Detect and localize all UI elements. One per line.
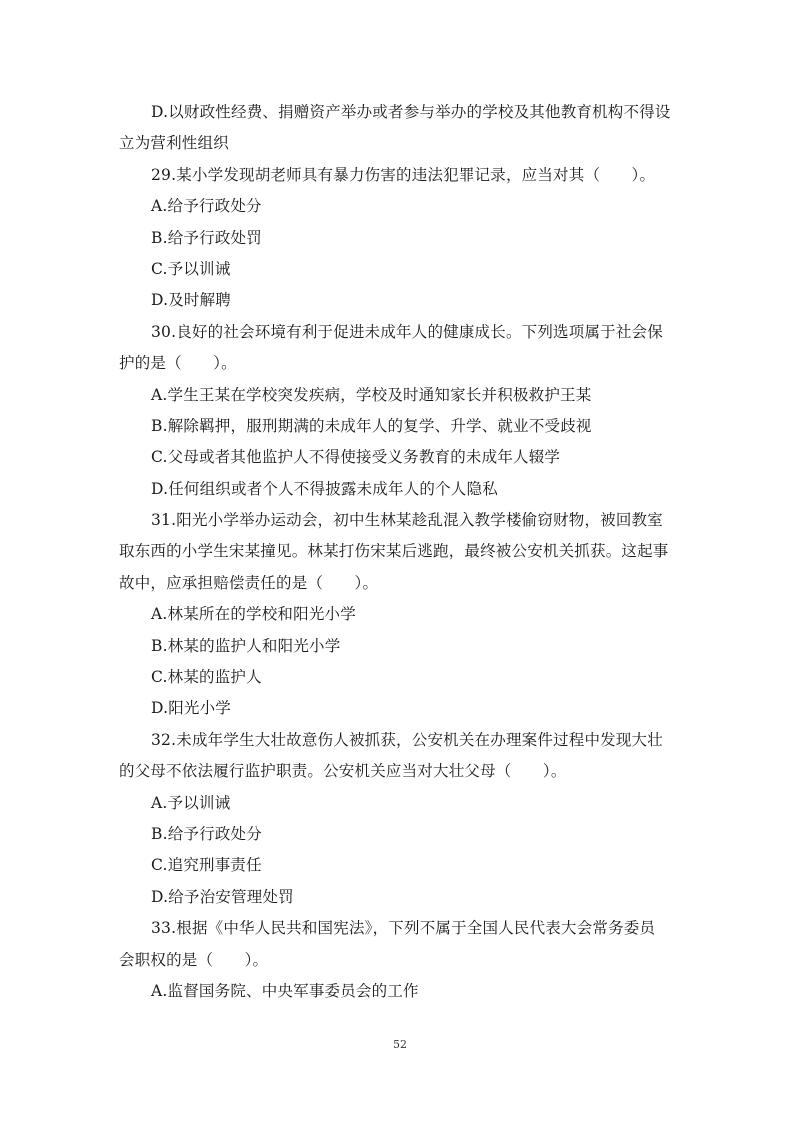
question-31-continuation: 故中，应承担赔偿责任的是（ ）。 (119, 573, 379, 592)
option-line: C.父母或者其他监护人不得使接受义务教育的未成年人辍学 (151, 448, 561, 467)
option-line-continuation: 立为营利性组织 (119, 134, 229, 153)
page-number: 52 (393, 1038, 407, 1051)
question-31: 31.阳光小学举办运动会，初中生林某趁乱混入教学楼偷窃财物，被回教室 (151, 511, 663, 530)
option-line: B.解除羁押，服刑期满的未成年人的复学、升学、就业不受歧视 (151, 416, 592, 435)
option-line: B.给予行政处罚 (151, 228, 262, 247)
page-content (119, 97, 685, 1007)
option-line: D.及时解聘 (151, 291, 232, 310)
question-31-continuation: 取东西的小学生宋某撞见。林某打伤宋某后逃跑，最终被公安机关抓获。这起事 (119, 542, 669, 561)
option-line: D.以财政性经费、捐赠资产举办或者参与举办的学校及其他教育机构不得设 (151, 103, 671, 121)
option-line: D.任何组织或者个人不得披露未成年人的个人隐私 (151, 479, 498, 498)
option-line: B.给予行政处分 (151, 824, 262, 843)
question-29: 29.某小学发现胡老师具有暴力伤害的违法犯罪记录，应当对其（ ）。 (151, 165, 656, 184)
option-line: A.监督国务院、中央军事委员会的工作 (151, 981, 419, 1000)
option-line: A.学生王某在学校突发疾病，学校及时通知家长并积极救护王某 (151, 385, 592, 404)
question-32-continuation: 的父母不依法履行监护职责。公安机关应当对大壮父母（ ）。 (119, 762, 567, 781)
option-line: C.追究刑事责任 (151, 856, 262, 875)
option-line: D.阳光小学 (151, 699, 232, 718)
option-line: A.给予行政处分 (151, 197, 262, 216)
option-line: A.林某所在的学校和阳光小学 (151, 605, 356, 624)
question-33: 33.根据《中华人民共和国宪法》，下列不属于全国人民代表大会常务委员 (151, 919, 656, 938)
question-30-continuation: 护的是（ ）。 (119, 354, 237, 373)
option-line: D.给予治安管理处罚 (151, 887, 294, 906)
option-line: C.林某的监护人 (151, 668, 262, 687)
option-line: A.予以训诫 (151, 793, 231, 812)
question-32: 32.未成年学生大壮故意伤人被抓获，公安机关在办理案件过程中发现大壮 (151, 730, 663, 749)
option-line: B.林某的监护人和阳光小学 (151, 636, 341, 655)
question-30: 30.良好的社会环境有利于促进未成年人的健康成长。下列选项属于社会保 (151, 322, 663, 341)
question-33-continuation: 会职权的是（ ）。 (119, 950, 269, 969)
option-line: C.予以训诫 (151, 259, 231, 278)
